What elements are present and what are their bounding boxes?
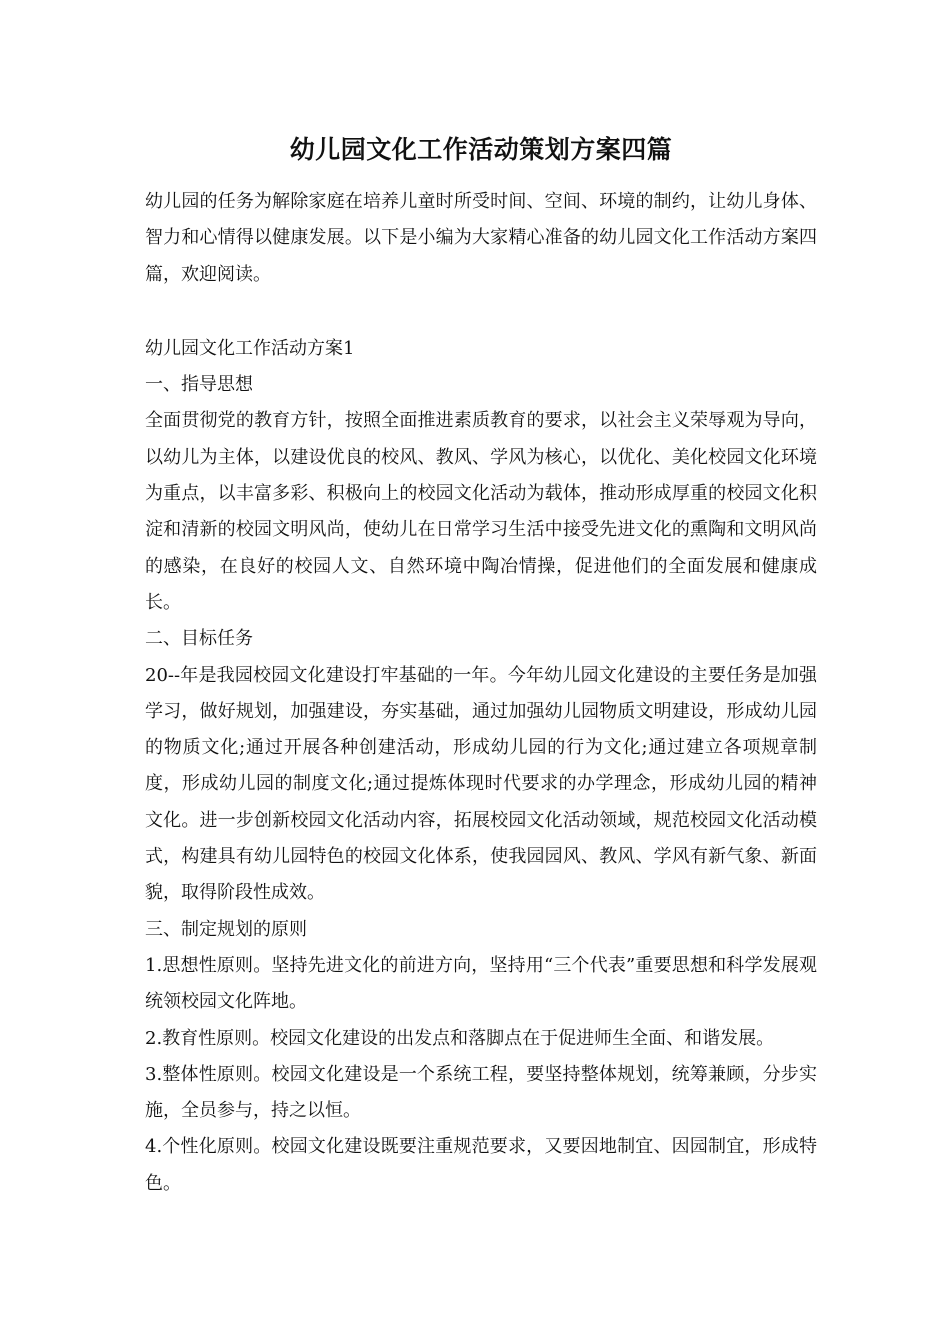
part-heading-principles: 三、制定规划的原则	[145, 918, 307, 940]
part-heading-goals: 二、目标任务	[145, 628, 253, 650]
part-heading-guiding-ideology: 一、指导思想	[145, 374, 253, 396]
principle-item: 4.个性化原则。校园文化建设既要注重规范要求，又要因地制宜、因园制宜，形成特色。	[145, 1136, 817, 1194]
principle-item: 1.思想性原则。坚持先进文化的前进方向，坚持用“三个代表”重要思想和科学发展观统领校园文化阵地。	[145, 954, 817, 1013]
document-content	[145, 130, 817, 1202]
guiding-ideology-paragraph: 全面贯彻党的教育方针，按照全面推进素质教育的要求，以社会主义荣辱观为导向，以幼儿为主体，以建设优良的校风、教风、学风为核心，以优化、美化校园文化环境为重点，以丰富多彩、积极向上的校园文化活动为载体，推动形成厚重的校园文化积淀和清新的校园文明风尚，使幼儿在日常学习生活中接受先进文化的熏陶和文明风尚的感染，在良好的校园人文、自然环境中陶冶情操，促进他们的全面发展和健康成长。	[145, 410, 817, 613]
goals-paragraph: 20--年是我园校园文化建设打牢基础的一年。今年幼儿园文化建设的主要任务是加强学习，做好规划，加强建设，夯实基础，通过加强幼儿园物质文明建设，形成幼儿园的物质文化;通过开展各种创建活动，形成幼儿园的行为文化;通过建立各项规章制度，形成幼儿园的制度文化;通过提炼体现时代要求的办学理念，形成幼儿园的精神文化。进一步创新校园文化活动内容，拓展校园文化活动领域，规范校园文化活动模式，构建具有幼儿园特色的校园文化体系，使我园园风、教风、学风有新气象、新面貌，取得阶段性成效。	[145, 664, 817, 904]
principle-item: 3.整体性原则。校园文化建设是一个系统工程，要坚持整体规划，统筹兼顾，分步实施，全员参与，持之以恒。	[145, 1063, 817, 1122]
principle-item: 2.教育性原则。校园文化建设的出发点和落脚点在于促进师生全面、和谐发展。	[145, 1027, 775, 1049]
intro-paragraph: 幼儿园的任务为解除家庭在培养儿童时所受时间、空间、环境的制约，让幼儿身体、智力和心情得以健康发展。以下是小编为大家精心准备的幼儿园文化工作活动方案四篇，欢迎阅读。	[145, 191, 817, 285]
section-heading: 幼儿园文化工作活动方案1	[145, 337, 355, 359]
document-title: 幼儿园文化工作活动策划方案四篇	[289, 135, 673, 164]
paragraph-gap	[145, 293, 817, 331]
